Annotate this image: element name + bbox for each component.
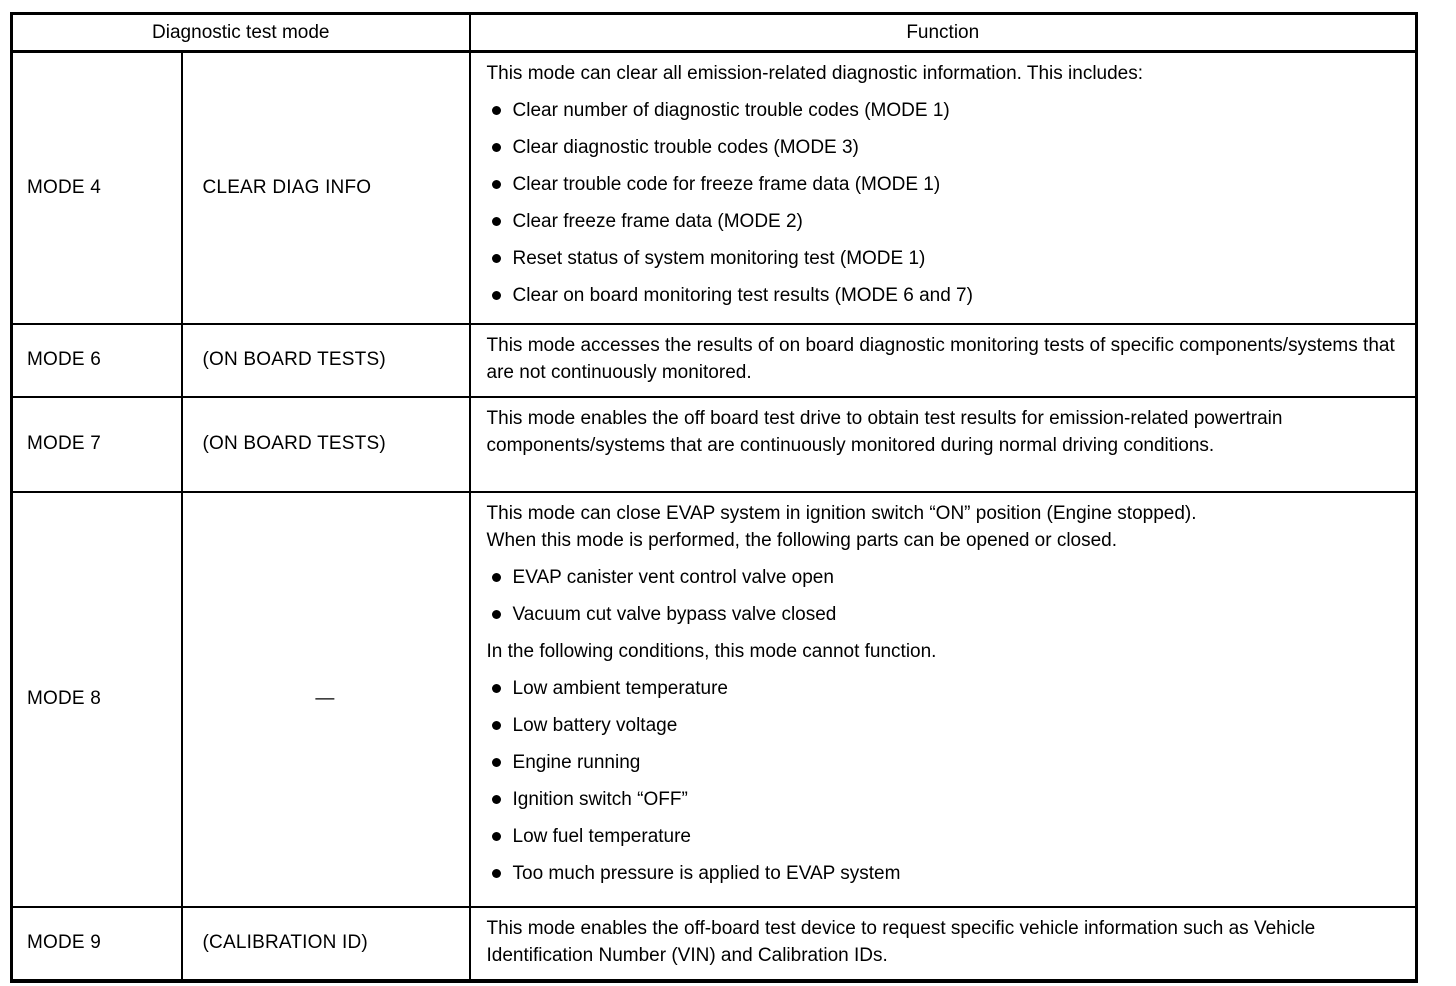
bullet-item xyxy=(487,749,1401,776)
bullet-text: Clear on board monitoring test results (MODE 6 and 7) xyxy=(512,285,973,306)
bullet-item xyxy=(487,564,1401,591)
bullet-icon xyxy=(492,832,501,841)
function-paragraph: This mode can close EVAP system in ignition switch “ON” position (Engine stopped). xyxy=(486,502,1197,524)
bullet-item xyxy=(487,171,1401,198)
table-row xyxy=(12,907,1417,981)
function-cell xyxy=(470,397,1417,492)
function-paragraph: This mode can clear all emission-related diagnostic information. This includes: xyxy=(486,63,1144,84)
bullet-icon xyxy=(492,795,501,804)
function-paragraph: This mode accesses the results of on board diagnostic monitoring tests of specific components/systems that are not continuously monitored. xyxy=(486,334,1395,383)
bullet-text: Vacuum cut valve bypass valve closed xyxy=(512,603,837,625)
bullet-item xyxy=(487,245,1401,272)
bullet-text: Low battery voltage xyxy=(512,714,678,736)
function-cell xyxy=(470,907,1417,981)
function-paragraph: When this mode is performed, the following parts can be opened or closed. xyxy=(486,529,1118,551)
bullet-item xyxy=(487,675,1401,702)
table-row xyxy=(12,492,1417,907)
bullet-item xyxy=(487,97,1401,124)
bullet-text: Clear number of diagnostic trouble codes (MODE 1) xyxy=(512,100,950,121)
test-name-cell: CLEAR DIAG INFO xyxy=(182,52,470,324)
bullet-icon xyxy=(492,106,501,115)
mode-cell: MODE 8 xyxy=(12,492,182,907)
bullet-text: Clear freeze frame data (MODE 2) xyxy=(512,211,803,232)
bullet-item xyxy=(487,282,1401,309)
function-cell xyxy=(470,492,1417,907)
bullet-text: Low fuel temperature xyxy=(512,825,692,847)
table-row xyxy=(12,397,1417,492)
bullet-item xyxy=(487,786,1401,813)
bullet-item xyxy=(487,823,1401,850)
function-paragraph: This mode enables the off-board test device to request specific vehicle information such as Vehicle Identification Number (VIN) and Calibration IDs. xyxy=(486,917,1316,966)
diagnostic-test-mode-table xyxy=(10,12,1418,983)
function-paragraph: In the following conditions, this mode cannot function. xyxy=(486,640,937,662)
bullet-text: EVAP canister vent control valve open xyxy=(512,566,834,588)
bullet-text: Low ambient temperature xyxy=(512,677,728,699)
mode-cell: MODE 4 xyxy=(12,52,182,324)
function-cell xyxy=(470,52,1417,324)
table-header-row xyxy=(12,14,1417,52)
bullet-icon xyxy=(492,721,501,730)
test-name-cell: — xyxy=(182,492,470,907)
bullet-icon xyxy=(492,573,501,582)
bullet-text: Clear diagnostic trouble codes (MODE 3) xyxy=(512,137,859,158)
bullet-icon xyxy=(492,180,501,189)
function-paragraph: This mode enables the off board test drive to obtain test results for emission-related powertrain components/systems that are continuously monitored during normal driving conditions. xyxy=(486,407,1283,456)
bullet-icon xyxy=(492,758,501,767)
bullet-text: Too much pressure is applied to EVAP system xyxy=(512,862,901,884)
bullet-icon xyxy=(492,254,501,263)
mode-cell: MODE 7 xyxy=(12,397,182,492)
bullet-icon xyxy=(492,143,501,152)
test-name-cell: (ON BOARD TESTS) xyxy=(182,324,470,397)
bullet-text: Reset status of system monitoring test (MODE 1) xyxy=(512,248,926,269)
bullet-text: Ignition switch “OFF” xyxy=(512,788,688,810)
bullet-icon xyxy=(492,684,501,693)
bullet-icon xyxy=(492,291,501,300)
bullet-item xyxy=(487,712,1401,739)
bullet-text: Clear trouble code for freeze frame data (MODE 1) xyxy=(512,174,941,195)
header-diagnostic-test-mode: Diagnostic test mode xyxy=(12,14,470,52)
bullet-item xyxy=(487,208,1401,235)
test-name-cell: (ON BOARD TESTS) xyxy=(182,397,470,492)
mode-cell: MODE 9 xyxy=(12,907,182,981)
bullet-text: Engine running xyxy=(512,751,641,773)
bullet-icon xyxy=(492,869,501,878)
bullet-icon xyxy=(492,217,501,226)
bullet-item xyxy=(487,134,1401,161)
table-row xyxy=(12,52,1417,324)
bullet-icon xyxy=(492,610,501,619)
bullet-item xyxy=(487,601,1401,628)
table-row xyxy=(12,324,1417,397)
header-function: Function xyxy=(470,14,1417,52)
function-cell xyxy=(470,324,1417,397)
bullet-item xyxy=(487,860,1401,887)
mode-cell: MODE 6 xyxy=(12,324,182,397)
test-name-cell: (CALIBRATION ID) xyxy=(182,907,470,981)
